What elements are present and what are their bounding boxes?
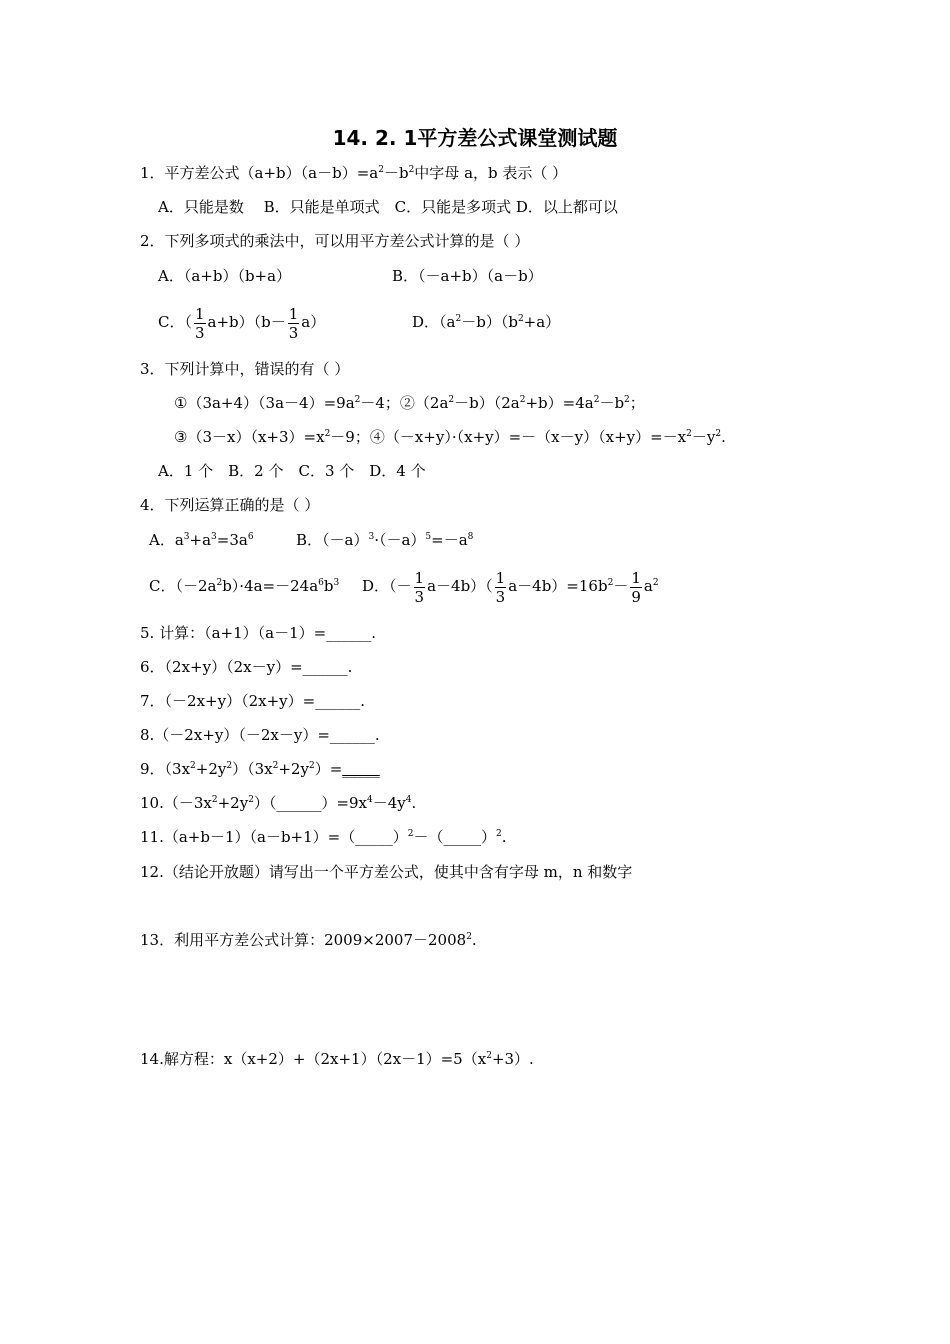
question-4-option-c: C．$(-2a^2b)\cdot 4a=-24a^6b^3$ <box>149 577 340 595</box>
fraction-one-third: $\frac{1}{3}$ <box>495 568 506 606</box>
question-5: 5. 计算：（a+1）（a－1）=______. <box>140 624 376 642</box>
question-3-options: A．1 个 B．2 个 C．3 个 D．4 个 <box>158 462 426 480</box>
fraction-one-third: $\frac{1}{3}$ <box>194 304 205 342</box>
question-4-stem: 4．下列运算正确的是（ ） <box>140 496 320 514</box>
answer-blank: _____ <box>342 760 380 778</box>
question-3-line-2: $③(3-x)(x+3)=x^2-9$；$④(-x+y)\cdot(x+y)=-(x-y)(x+y)=-x^2-y^2$. <box>174 428 726 446</box>
question-2-stem: 2．下列多项式的乘法中，可以用平方差公式计算的是（ ） <box>140 232 530 250</box>
question-4-option-a: A．$a^3+a^3=3a^6$ <box>149 531 254 549</box>
question-6: 6．（2x+y）（2x－y）=______. <box>140 658 353 676</box>
question-3-stem: 3．下列计算中，错误的有（ ） <box>140 360 350 378</box>
question-4-option-d: D．（－ $\frac{1}{3}$ a－4b）（ $\frac{1}{3}$ $a-4b)=16b^2-$ $\frac{1}{9}$ $a^2$ <box>362 568 659 606</box>
question-11: 11.（a+b－1）（a－b+1）=（_____）$^2$－（_____）$^2$. <box>140 828 507 846</box>
question-3-line-1: $①(3a+4)(3a-4)=9a^2-4$；$②(2a^2-b)(2a^2+b)=4a^2-b^2$； <box>174 394 645 412</box>
question-2-option-b: B．（－a+b）（a－b） <box>392 267 543 285</box>
question-9: 9．$(3x^2+2y^2)(3x^2+2y^2)=\_\_\_\_\_$ <box>140 760 380 778</box>
question-2-option-d: D．$(a^2-b)(b^2+a)$ <box>412 313 561 331</box>
question-2-option-a: A．（a+b）（b+a） <box>158 267 292 285</box>
question-1-stem: 1．平方差公式$(a+b)(a-b)=a^2-b^2$中字母 a，b 表示（ ） <box>140 164 568 182</box>
question-4-option-b: B．$(-a)^3\cdot(-a)^5=-a^8$ <box>296 531 474 549</box>
question-10: $10.(-3x^2+2y^2)(\_\_\_\_\_\_)=9x^4-4y^4$. <box>140 794 417 812</box>
question-1-options: A．只能是数 B．只能是单项式 C．只能是多项式 D．以上都可以 <box>158 198 618 216</box>
fraction-one-third: $\frac{1}{3}$ <box>414 568 425 606</box>
fraction-one-ninth: $\frac{1}{9}$ <box>631 568 641 606</box>
question-14: 14.解方程：$x(x+2)+(2x+1)(2x-1)=5(x^2+3)$. <box>140 1050 534 1068</box>
question-7: 7．（－2x+y）（2x+y）=______. <box>140 692 365 710</box>
page-title: 14. 2. 1平方差公式课堂测试题 <box>332 126 618 150</box>
question-12: 12.（结论开放题）请写出一个平方差公式，使其中含有字母 m，n 和数字 <box>140 863 633 881</box>
question-8: 8.（－2x+y）（－2x－y）=______. <box>140 726 380 744</box>
fraction-one-third: $\frac{1}{3}$ <box>288 304 299 342</box>
question-2-option-c: C．（ $\frac{1}{3}$ a+b）（b－ $\frac{1}{3}$ a） <box>158 304 326 342</box>
question-13: 13．利用平方差公式计算：$2009\times 2007-2008^2$. <box>140 931 477 949</box>
